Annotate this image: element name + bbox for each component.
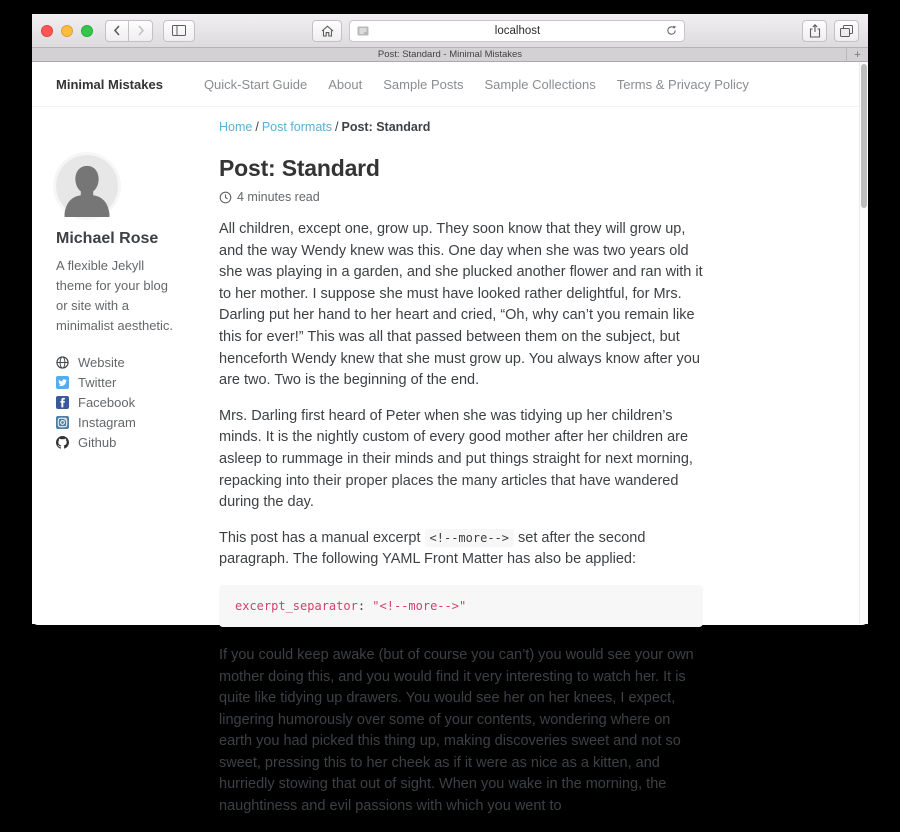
facebook-icon	[56, 396, 70, 410]
inline-code-more-tag: <!--more-->	[425, 529, 514, 547]
person-silhouette-icon	[56, 155, 118, 217]
paragraph: If you could keep awake (but of course you can’t) you would see your own mother doing this, and you would find it very interesting to watch her. It is quite like tidying up drawers. You would see her on her knees, I expect, lingering humorously over some of your contents, wondering where on earth you had picked this thing up, making discoveries sweet and not so sweet, pressing this to her cheek as if it were as nice as a kitten, and hurriedly stowing that out of sight. When you wake in the morning, the naughtiness and evil passions with which you went to	[219, 646, 694, 815]
scrollbar-thumb[interactable]	[861, 64, 867, 208]
yaml-key: excerpt_separator	[235, 598, 358, 613]
breadcrumb	[219, 120, 868, 134]
author-sidebar	[56, 155, 180, 832]
close-window-button[interactable]	[41, 25, 53, 37]
zoom-window-button[interactable]	[81, 25, 93, 37]
author-name: Michael Rose	[56, 230, 159, 247]
breadcrumb-post-formats[interactable]: Post formats	[261, 120, 332, 134]
new-tab-button[interactable]: +	[846, 48, 868, 61]
read-time: 4 minutes read	[237, 190, 320, 204]
breadcrumb-current: Post: Standard	[341, 120, 431, 134]
author-links	[56, 353, 180, 453]
twitter-icon	[56, 376, 70, 390]
reader-icon[interactable]	[357, 26, 369, 36]
nav-terms-privacy[interactable]: Terms & Privacy Policy	[616, 76, 749, 92]
yaml-code-block	[219, 585, 703, 627]
instagram-icon	[56, 416, 70, 430]
scrollbar[interactable]	[859, 62, 868, 624]
instagram-link[interactable]: Instagram	[78, 415, 136, 431]
active-tab[interactable]: Post: Standard - Minimal Mistakes	[377, 49, 523, 60]
minimize-window-button[interactable]	[61, 25, 73, 37]
facebook-link[interactable]: Facebook	[78, 395, 136, 411]
site-nav	[204, 77, 749, 92]
list-item	[56, 353, 180, 373]
share-icon	[809, 24, 821, 38]
paragraph: Mrs. Darling first heard of Peter when she was tidying up her children’s minds. It is the nightly custom of every good mother after her children are asleep to rummage in their minds and put things straight for next morning, repacking into their proper places the many articles that have wandered during the day.	[219, 407, 693, 511]
site-masthead	[32, 62, 868, 107]
tab-overview-button[interactable]	[834, 20, 859, 42]
chevron-left-icon	[113, 25, 121, 36]
breadcrumb-separator: /	[335, 120, 339, 134]
history-nav-group	[105, 20, 153, 42]
list-item	[56, 413, 180, 433]
page-title: Post: Standard	[219, 155, 380, 181]
home-icon	[321, 25, 334, 37]
breadcrumb-home[interactable]: Home	[219, 120, 253, 134]
tab-bar	[32, 48, 868, 62]
url-text[interactable]: localhost	[494, 24, 541, 37]
github-icon	[56, 436, 70, 450]
clock-icon	[219, 191, 232, 204]
chevron-right-icon	[137, 25, 145, 36]
yaml-colon: :	[357, 598, 373, 613]
list-item	[56, 393, 180, 413]
nav-quick-start-guide[interactable]: Quick-Start Guide	[203, 76, 308, 92]
forward-button[interactable]	[129, 20, 153, 42]
paragraph-excerpt-note	[219, 528, 703, 571]
back-button[interactable]	[105, 20, 129, 42]
address-bar[interactable]	[349, 20, 685, 42]
refresh-icon[interactable]	[666, 25, 677, 36]
list-item	[56, 433, 180, 453]
browser-window	[32, 14, 868, 815]
browser-toolbar	[32, 14, 868, 48]
excerpt-note-after: set after the second paragraph. The following YAML Front Matter has also be applied:	[219, 529, 646, 568]
traffic-lights	[41, 25, 93, 37]
avatar	[56, 155, 118, 217]
post-meta	[219, 190, 703, 204]
github-link[interactable]: Github	[78, 435, 117, 451]
nav-sample-posts[interactable]: Sample Posts	[383, 76, 464, 92]
author-bio: A flexible Jekyll theme for your blog or site with a minimalist aesthetic.	[56, 258, 174, 334]
excerpt-note-before: This post has a manual excerpt	[219, 529, 425, 546]
nav-about[interactable]: About	[328, 76, 363, 92]
breadcrumb-separator: /	[255, 120, 259, 134]
twitter-link[interactable]: Twitter	[78, 375, 117, 391]
sidebar-toggle-button[interactable]	[163, 20, 195, 42]
sidebar-icon	[172, 25, 186, 36]
article	[219, 155, 703, 832]
paragraph: All children, except one, grow up. They soon know that they will grow up, and the way Wendy knew was this. One day when she was two years old she was playing in a garden, and she plucked another flower and ran with it to her mother. I suppose she must have looked rather delightful, for Mrs. Darling put her hand to her heart and cried, “Oh, why can’t you remain like this for ever!” This was all that passed between them on the subject, but henceforth Wendy knew that she must grow up. You always know after you are two. Two is the beginning of the end.	[219, 221, 703, 389]
website-link[interactable]: Website	[78, 355, 125, 371]
yaml-value: "<!--more-->"	[372, 598, 467, 613]
globe-icon	[56, 356, 70, 370]
share-button[interactable]	[802, 20, 827, 42]
list-item	[56, 373, 180, 393]
tabs-icon	[840, 25, 853, 37]
nav-sample-collections[interactable]: Sample Collections	[484, 76, 596, 92]
site-title[interactable]: Minimal Mistakes	[56, 76, 163, 92]
home-button[interactable]	[312, 20, 342, 42]
page-viewport	[32, 62, 868, 815]
